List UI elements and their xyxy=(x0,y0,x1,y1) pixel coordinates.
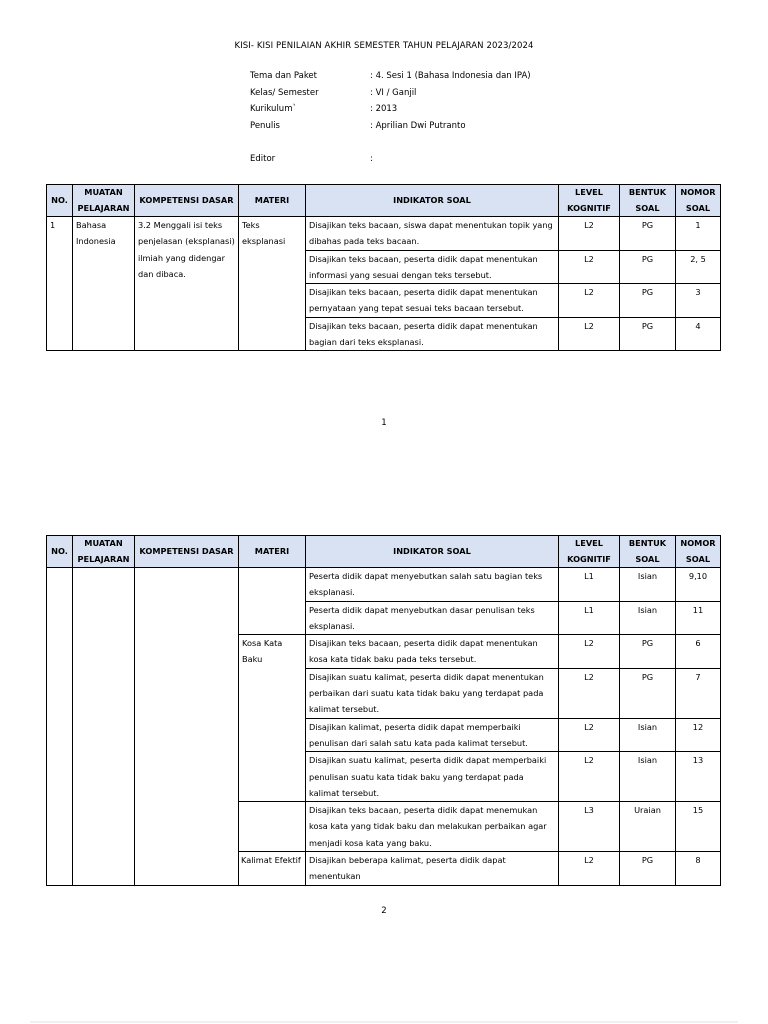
cell-indikator: Disajikan teks bacaan, peserta didik dapat menentukan bagian dari teks eksplanasi. xyxy=(306,317,559,351)
cell-bentuk: Isian xyxy=(620,601,676,635)
cell-nomor: 1 xyxy=(676,217,721,251)
header-nomor: NOMOR SOAL xyxy=(676,536,721,568)
cell-bentuk: PG xyxy=(620,668,676,718)
meta-label: Penulis xyxy=(250,120,280,131)
header-muatan: MUATAN PELAJARAN xyxy=(73,185,135,217)
meta-value: : xyxy=(370,153,373,164)
meta-value: : Aprilian Dwi Putranto xyxy=(370,120,466,131)
cell-nomor: 12 xyxy=(676,718,721,752)
cell-level: L2 xyxy=(559,752,620,802)
meta-row-tema xyxy=(250,68,531,85)
header-level: LEVEL KOGNITIF xyxy=(559,185,620,217)
cell-muatan: Bahasa Indonesia xyxy=(73,217,135,351)
cell-indikator: Disajikan teks bacaan, peserta didik dapat menemukan kosa kata yang tidak baku dan melakukan perbaikan agar menjadi kosa kata yang baku. xyxy=(306,802,559,852)
cell-indikator: Peserta didik dapat menyebutkan salah satu bagian teks eksplanasi. xyxy=(306,568,559,602)
meta-value: : VI / Ganjil xyxy=(370,87,417,98)
cell-nomor: 15 xyxy=(676,802,721,852)
cell-bentuk: Uraian xyxy=(620,802,676,852)
table-header-row xyxy=(47,536,721,568)
meta-row-kurikulum xyxy=(250,101,531,118)
cell-level: L2 xyxy=(559,317,620,351)
meta-row-penulis xyxy=(250,118,531,135)
header-nomor: NOMOR SOAL xyxy=(676,185,721,217)
document-title: KISI- KISI PENILAIAN AKHIR SEMESTER TAHUN PELAJARAN 2023/2024 xyxy=(234,41,534,51)
cell-bentuk: PG xyxy=(620,250,676,284)
cell-materi-kosa-kata: Kosa Kata Baku xyxy=(239,635,306,802)
cell-bentuk: PG xyxy=(620,852,676,886)
cell-level: L2 xyxy=(559,284,620,318)
meta-value: : 4. Sesi 1 (Bahasa Indonesia dan IPA) xyxy=(370,71,531,81)
page-number: 2 xyxy=(381,906,387,916)
cell-materi: Teks eksplanasi xyxy=(239,217,306,351)
cell-indikator: Disajikan teks bacaan, peserta didik dapat menentukan pernyataan yang tepat sesuai teks bacaan tersebut. xyxy=(306,284,559,318)
header-materi: MATERI xyxy=(239,536,306,568)
header-kd: KOMPETENSI DASAR xyxy=(135,185,239,217)
header-kd: KOMPETENSI DASAR xyxy=(135,536,239,568)
cell-nomor: 6 xyxy=(676,635,721,669)
cell-materi xyxy=(239,568,306,635)
cell-muatan xyxy=(73,568,135,886)
cell-nomor: 9,10 xyxy=(676,568,721,602)
meta-row-editor xyxy=(250,151,531,168)
cell-indikator: Disajikan teks bacaan, siswa dapat menentukan topik yang dibahas pada teks bacaan. xyxy=(306,217,559,251)
cell-bentuk: Isian xyxy=(620,718,676,752)
header-no: NO. xyxy=(47,185,73,217)
header-bentuk: BENTUK SOAL xyxy=(620,536,676,568)
cell-bentuk: PG xyxy=(620,217,676,251)
cell-nomor: 4 xyxy=(676,317,721,351)
cell-level: L2 xyxy=(559,217,620,251)
cell-no: 1 xyxy=(47,217,73,351)
table-header-row xyxy=(47,185,721,217)
cell-indikator: Peserta didik dapat menyebutkan dasar penulisan teks eksplanasi. xyxy=(306,601,559,635)
cell-nomor: 3 xyxy=(676,284,721,318)
cell-bentuk: PG xyxy=(620,284,676,318)
header-indikator: INDIKATOR SOAL xyxy=(306,185,559,217)
page-divider xyxy=(30,1021,738,1023)
cell-indikator: Disajikan suatu kalimat, peserta didik dapat memperbaiki penulisan suatu kata tidak baku yang terdapat pada kalimat tersebut. xyxy=(306,752,559,802)
cell-nomor: 7 xyxy=(676,668,721,718)
cell-level: L2 xyxy=(559,852,620,886)
page-number: 1 xyxy=(381,418,387,428)
cell-indikator: Disajikan teks bacaan, peserta didik dapat menentukan informasi yang sesuai dengan teks tersebut. xyxy=(306,250,559,284)
document-meta xyxy=(250,68,531,167)
cell-bentuk: PG xyxy=(620,317,676,351)
cell-level: L1 xyxy=(559,568,620,602)
header-indikator: INDIKATOR SOAL xyxy=(306,536,559,568)
kisi-table-page-2 xyxy=(46,535,721,886)
header-bentuk: BENTUK SOAL xyxy=(620,185,676,217)
table-row xyxy=(47,217,721,251)
cell-nomor: 8 xyxy=(676,852,721,886)
cell-materi-kalimat-efektif: Kalimat Efektif xyxy=(239,852,306,886)
meta-label: Tema dan Paket xyxy=(250,71,317,81)
cell-level: L2 xyxy=(559,668,620,718)
meta-label: Kurikulum` xyxy=(250,104,297,114)
cell-nomor: 11 xyxy=(676,601,721,635)
cell-indikator: Disajikan suatu kalimat, peserta didik dapat menentukan perbaikan dari suatu kata tidak baku yang terdapat pada kalimat tersebut. xyxy=(306,668,559,718)
cell-indikator: Disajikan beberapa kalimat, peserta didik dapat menentukan xyxy=(306,852,559,886)
cell-level: L2 xyxy=(559,250,620,284)
cell-indikator: Disajikan kalimat, peserta didik dapat memperbaiki penulisan dari salah satu kata pada kalimat tersebut. xyxy=(306,718,559,752)
cell-level: L2 xyxy=(559,635,620,669)
cell-level: L2 xyxy=(559,718,620,752)
cell-level: L3 xyxy=(559,802,620,852)
meta-row-kelas xyxy=(250,85,531,102)
cell-materi xyxy=(239,802,306,852)
cell-nomor: 2, 5 xyxy=(676,250,721,284)
cell-bentuk: Isian xyxy=(620,568,676,602)
cell-kd xyxy=(135,568,239,886)
header-materi: MATERI xyxy=(239,185,306,217)
header-no: NO. xyxy=(47,536,73,568)
meta-label: Kelas/ Semester xyxy=(250,87,319,98)
cell-no xyxy=(47,568,73,886)
cell-indikator: Disajikan teks bacaan, peserta didik dapat menentukan kosa kata tidak baku pada teks tersebut. xyxy=(306,635,559,669)
meta-value: : 2013 xyxy=(370,104,398,114)
kisi-table-page-1 xyxy=(46,184,721,351)
cell-bentuk: Isian xyxy=(620,752,676,802)
header-muatan: MUATAN PELAJARAN xyxy=(73,536,135,568)
cell-bentuk: PG xyxy=(620,635,676,669)
header-level: LEVEL KOGNITIF xyxy=(559,536,620,568)
cell-nomor: 13 xyxy=(676,752,721,802)
meta-label: Editor xyxy=(250,153,276,164)
cell-level: L1 xyxy=(559,601,620,635)
cell-kd: 3.2 Menggali isi teks penjelasan (eksplanasi) ilmiah yang didengar dan dibaca. xyxy=(135,217,239,351)
table-row xyxy=(47,568,721,602)
